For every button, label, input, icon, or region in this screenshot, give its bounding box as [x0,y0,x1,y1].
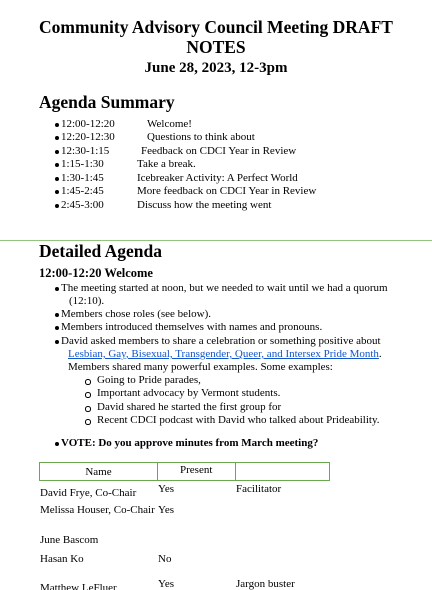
detailed-agenda-heading: Detailed Agenda [39,241,162,261]
agenda-time: 12:20-12:30 [61,131,115,143]
detail-bullet-text-cont: Members shared many powerful examples. Some examples: [68,361,333,373]
member-present: Yes [158,578,175,590]
member-role: Facilitator [236,483,282,495]
hollow-bullet-icon [85,392,91,398]
agenda-label: Icebreaker Activity: A Perfect World [137,172,298,184]
member-name: Matthew LeFluer [40,582,117,590]
bullet-icon [55,340,59,344]
agenda-time: 1:45-2:45 [61,185,104,197]
agenda-summary-heading: Agenda Summary [39,92,175,112]
hollow-bullet-icon [85,406,91,412]
agenda-time: 12:30-1:15 [61,145,110,157]
column-header-role [236,463,329,480]
member-name: David Frye, Co-Chair [40,487,137,499]
member-name: June Bascom [40,534,99,546]
hollow-bullet-icon [85,419,91,425]
sub-bullet-text: Important advocacy by Vermont students. [97,387,281,399]
member-present: Yes [158,504,175,516]
member-name: Hasan Ko [40,553,84,565]
agenda-label: Take a break. [137,158,196,170]
bullet-icon [55,442,59,446]
detail-bullet-text: Members chose roles (see below). [61,308,211,320]
meeting-date: June 28, 2023, 12-3pm [144,60,288,76]
member-present: No [158,553,172,565]
agenda-label: Discuss how the meeting went [137,199,272,211]
bullet-icon [55,150,59,154]
agenda-label: Questions to think about [147,131,255,143]
bullet-icon [55,313,59,317]
document-title-line2: NOTES [186,37,246,57]
document-title-line1: Community Advisory Council Meeting DRAFT [39,17,393,37]
pride-month-period: . [378,348,382,360]
bullet-icon [55,287,59,291]
vote-question: VOTE: Do you approve minutes from March meeting? [61,437,319,449]
pride-month-link[interactable]: Lesbian, Gay, Bisexual, Transgender, Queer, and Intersex Pride Month [68,348,379,360]
bullet-icon [55,190,59,194]
detail-bullet-text: David asked members to share a celebration or something positive about [61,335,381,347]
bullet-icon [55,136,59,140]
bullet-icon [55,177,59,181]
section-heading-welcome: 12:00-12:20 Welcome [39,266,153,280]
sub-bullet-text: David shared he started the first group for [97,401,282,413]
member-role: Jargon buster [236,578,295,590]
agenda-time: 2:45-3:00 [61,199,104,211]
agenda-time: 1:30-1:45 [61,172,104,184]
sub-bullet-text: Going to Pride parades, [97,374,201,386]
column-header-present: Present [158,463,236,480]
detail-bullet-text-cont: (12:10). [69,295,105,307]
agenda-label: Welcome! [147,118,192,130]
hollow-bullet-icon [85,379,91,385]
member-present: Yes [158,483,175,495]
column-header-name: Name [40,463,158,480]
vote-table-header [39,462,330,481]
member-name: Melissa Houser, Co-Chair [40,504,155,516]
bullet-icon [55,123,59,127]
detail-bullet-text: The meeting started at noon, but we needed to wait until we had a quorum [61,282,388,294]
bullet-icon [55,204,59,208]
agenda-time: 1:15-1:30 [61,158,104,170]
bullet-icon [55,326,59,330]
bullet-icon [55,163,59,167]
agenda-time: 12:00-12:20 [61,118,115,130]
detail-bullet-text: Members introduced themselves with names and pronouns. [61,321,323,333]
pride-month-line [68,348,382,361]
agenda-label: More feedback on CDCI Year in Review [137,185,317,197]
sub-bullet-text: Recent CDCI podcast with David who talked about Prideability. [97,414,380,426]
agenda-label: Feedback on CDCI Year in Review [141,145,297,157]
